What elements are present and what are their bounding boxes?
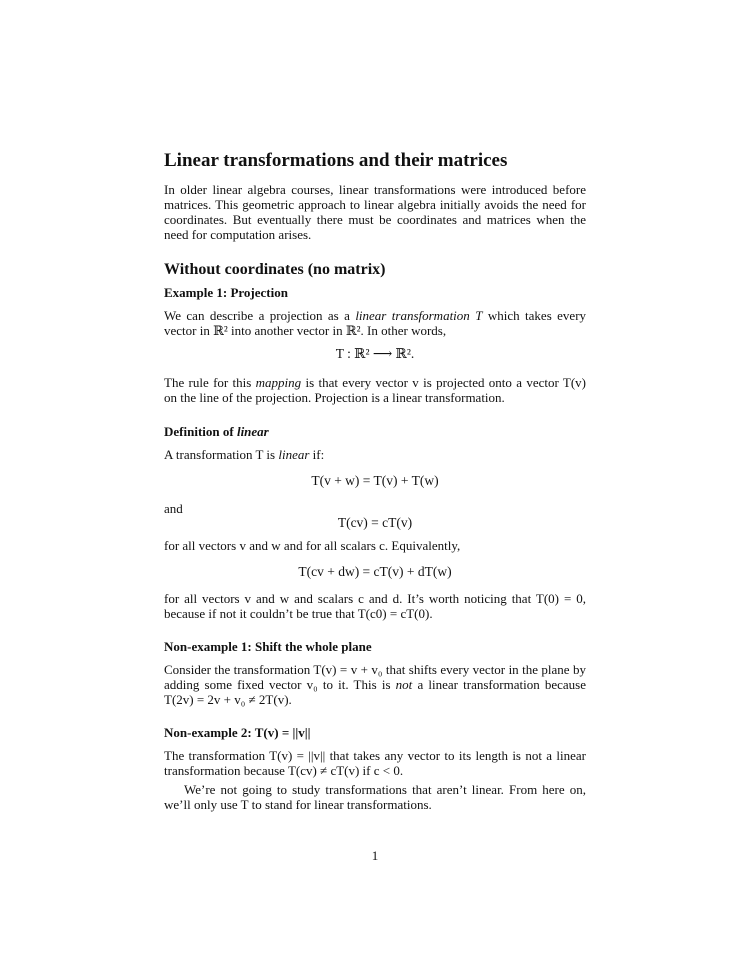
definition-heading-text: Definition of [164,424,234,439]
definition-heading [164,424,586,439]
example1-p2-text-b: is that every vector v is projected onto a vector T(v) on the line of the projection. Projection is a linear transformation. [164,375,587,405]
nonexample1-paragraph [164,662,586,707]
def-p1-text-b: if: [312,447,325,462]
example1-paragraph-2 [164,375,586,405]
equation-mapping: T : ℝ² ⟶ ℝ². [335,346,415,361]
and-word: and [164,501,183,516]
intro-paragraph: In older linear algebra courses, linear transformations were introduced before matrices. This geometric approach to linear algebra initially avoids the need for coordinates. But eventually there must be coordinates and matrices when the need for computation arises. [164,182,586,242]
definition-paragraph-3: for all vectors v and w and scalars c and d. It’s worth noticing that T(0) = 0, because if not it couldn’t be true that T(c0) = cT(0). [164,591,586,621]
definition-heading-emphasis: linear [236,424,269,439]
nonexample2-paragraph: The transformation T(v) = ||v|| that takes any vector to its length is not a linear transformation because T(cv) ≠ cT(v) if c < 0. [164,748,586,778]
definition-paragraph-1 [164,447,586,462]
def-p1-emphasis: linear [278,447,310,462]
example1-p1-text-b: which takes every vector in ℝ² into another vector in ℝ². In other words, [164,308,587,338]
def-p1-text-a: A transformation T is [164,447,276,462]
example1-p1-text-a: We can describe a projection as a [164,308,350,323]
equation-linear-combination: T(cv + dw) = cT(v) + dT(w) [298,564,452,579]
nonex1-text-a: Consider the transformation T(v) = v + v₀ that shifts every vector in the plane by adding some fixed vector v₀ to it. This is [164,662,586,692]
equation-homogeneity: T(cv) = cT(v) [337,515,413,530]
definition-paragraph-2: for all vectors v and w and for all scalars c. Equivalently, [164,538,461,553]
example1-p2-text-a: The rule for this [164,375,252,390]
closing-paragraph: We’re not going to study transformations that aren’t linear. From here on, we’ll only use T to stand for linear transformations. [164,782,586,812]
section-heading-without-coordinates: Without coordinates (no matrix) [164,261,386,278]
nonexample1-heading: Non-example 1: Shift the whole plane [164,639,372,654]
nonex1-emphasis: not [395,677,413,692]
example1-p1-emphasis: linear transformation T [355,308,483,323]
page-number: 1 [371,848,379,863]
example1-p2-emphasis: mapping [255,375,302,390]
equation-additivity: T(v + w) = T(v) + T(w) [311,473,439,488]
nonex1-text-b: a linear transformation because T(2v) = 2v + v₀ ≠ 2T(v). [164,677,586,707]
page-title: Linear transformations and their matrices [164,150,508,171]
example1-paragraph-1 [164,308,586,338]
nonexample2-heading: Non-example 2: T(v) = ||v|| [164,725,311,740]
example1-heading: Example 1: Projection [164,285,288,300]
